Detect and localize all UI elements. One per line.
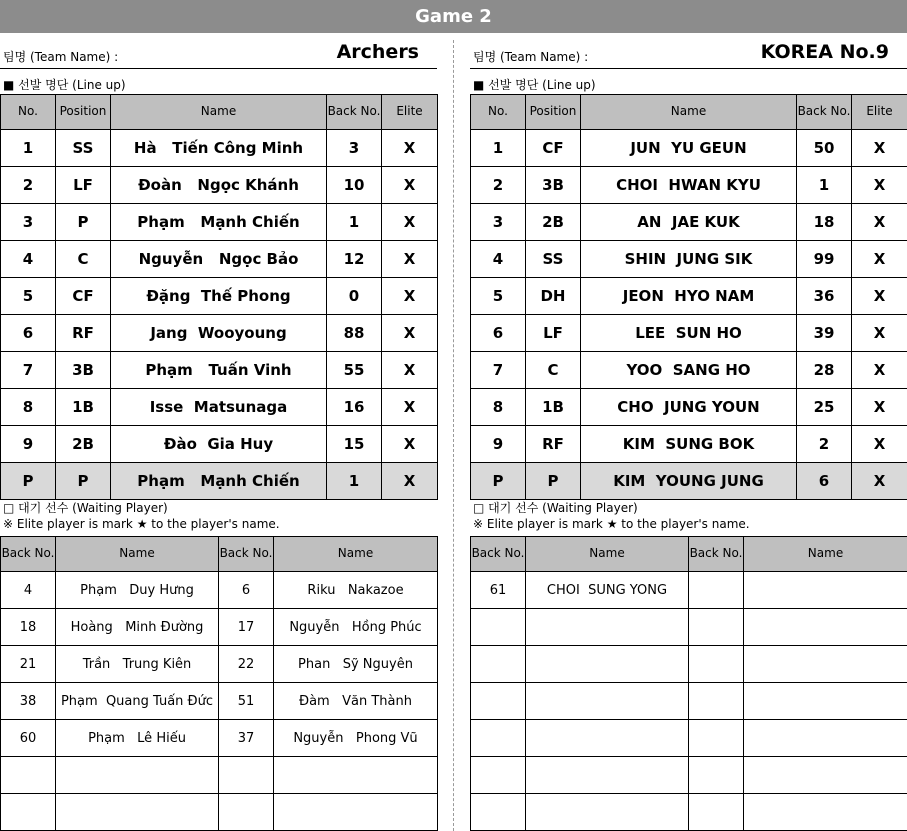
batting-order: 1 [1,130,56,167]
player-name: YOO SANG HO [581,352,797,389]
player-back-no: 15 [327,426,382,463]
player-elite: X [382,130,438,167]
waiting-player-name: CHOI SUNG YONG [526,572,689,609]
waiting-back-no [471,646,526,683]
header-name: Name [744,537,907,572]
waiting-player-name [526,609,689,646]
player-back-no: 1 [797,167,852,204]
waiting-row [1,794,438,831]
player-back-no: 99 [797,241,852,278]
player-name: Phạm Mạnh Chiến [111,204,327,241]
player-elite: X [852,204,907,241]
waiting-row [471,572,907,609]
player-position: LF [526,315,581,352]
lineup-row [1,389,438,426]
waiting-header-row [1,537,438,572]
batting-order: P [471,463,526,500]
team-name-row [0,37,437,69]
batting-order: 6 [471,315,526,352]
player-name: Phạm Tuấn Vinh [111,352,327,389]
header-name: Name [56,537,219,572]
player-name: Isse Matsunaga [111,389,327,426]
lineup-row [1,463,438,500]
header-back-no: Back No. [1,537,56,572]
player-name: Đoàn Ngọc Khánh [111,167,327,204]
game-title: Game 2 [0,0,907,33]
waiting-row [1,572,438,609]
header-name: Name [111,95,327,130]
player-back-no: 2 [797,426,852,463]
player-elite: X [852,167,907,204]
lineup-row [471,389,907,426]
lineup-row [471,278,907,315]
waiting-back-no: 6 [219,572,274,609]
team-name-row [470,37,907,69]
lineup-table [0,94,438,500]
batting-order: 8 [1,389,56,426]
waiting-table [470,536,907,831]
player-back-no: 39 [797,315,852,352]
player-elite: X [382,352,438,389]
batting-order: 9 [471,426,526,463]
player-position: SS [526,241,581,278]
player-elite: X [382,167,438,204]
player-elite: X [852,463,907,500]
player-position: 1B [526,389,581,426]
waiting-player-name [274,794,438,831]
waiting-back-no [689,572,744,609]
waiting-back-no [1,757,56,794]
lineup-row [471,315,907,352]
waiting-row [1,683,438,720]
waiting-player-name: Riku Nakazoe [274,572,438,609]
lineup-row [471,241,907,278]
batting-order: 3 [471,204,526,241]
header-position: Position [526,95,581,130]
waiting-player-name: Hoàng Minh Đường [56,609,219,646]
waiting-player-name [526,683,689,720]
player-position: 3B [526,167,581,204]
player-name: JUN YU GEUN [581,130,797,167]
waiting-player-name [744,794,907,831]
player-name: SHIN JUNG SIK [581,241,797,278]
player-position: RF [56,315,111,352]
waiting-title: □ 대기 선수 (Waiting Player) [473,501,638,515]
lineup-row [471,463,907,500]
header-back-no: Back No. [797,95,852,130]
batting-order: 4 [1,241,56,278]
player-back-no: 1 [327,204,382,241]
waiting-player-name: Phạm Duy Hưng [56,572,219,609]
batting-order: 9 [1,426,56,463]
lineup-row [471,352,907,389]
player-back-no: 50 [797,130,852,167]
waiting-header-row [471,537,907,572]
waiting-back-no [689,683,744,720]
player-back-no: 25 [797,389,852,426]
waiting-player-name: Đàm Văn Thành [274,683,438,720]
batting-order: 5 [471,278,526,315]
header-back-no: Back No. [689,537,744,572]
waiting-player-name [526,646,689,683]
waiting-back-no [471,720,526,757]
player-name: KIM SUNG BOK [581,426,797,463]
batting-order: 3 [1,204,56,241]
header-back-no: Back No. [327,95,382,130]
lineup-table [470,94,907,500]
waiting-back-no [471,794,526,831]
lineup-row [471,426,907,463]
player-back-no: 1 [327,463,382,500]
waiting-back-no [689,646,744,683]
header-name: Name [274,537,438,572]
player-position: P [56,463,111,500]
player-back-no: 16 [327,389,382,426]
player-back-no: 18 [797,204,852,241]
batting-order: 6 [1,315,56,352]
player-back-no: 36 [797,278,852,315]
player-name: LEE SUN HO [581,315,797,352]
batting-order: 2 [471,167,526,204]
waiting-row [471,794,907,831]
player-name: CHO JUNG YOUN [581,389,797,426]
header-name: Name [526,537,689,572]
waiting-player-name [744,646,907,683]
player-back-no: 3 [327,130,382,167]
waiting-row [471,646,907,683]
waiting-back-no: 51 [219,683,274,720]
player-back-no: 55 [327,352,382,389]
waiting-title: □ 대기 선수 (Waiting Player) [3,501,168,515]
waiting-player-name: Trần Trung Kiên [56,646,219,683]
player-elite: X [382,278,438,315]
waiting-back-no: 4 [1,572,56,609]
waiting-back-no [689,757,744,794]
batting-order: 8 [471,389,526,426]
player-position: CF [56,278,111,315]
waiting-row [471,757,907,794]
player-position: LF [56,167,111,204]
team-name: Archers [336,41,419,63]
waiting-row [1,720,438,757]
batting-order: P [1,463,56,500]
waiting-back-no [1,794,56,831]
waiting-player-name [526,794,689,831]
waiting-back-no: 37 [219,720,274,757]
player-name: Jang Wooyoung [111,315,327,352]
header-elite: Elite [852,95,907,130]
player-position: P [526,463,581,500]
waiting-back-no: 18 [1,609,56,646]
player-position: C [526,352,581,389]
player-position: 2B [56,426,111,463]
batting-order: 2 [1,167,56,204]
player-position: C [56,241,111,278]
lineup-row [471,204,907,241]
lineup-row [1,167,438,204]
lineup-row [471,167,907,204]
player-back-no: 12 [327,241,382,278]
waiting-row [471,720,907,757]
elite-note: ※ Elite player is mark ★ to the player's name. [3,517,280,531]
waiting-player-name [744,720,907,757]
waiting-back-no [689,609,744,646]
header-no: No. [1,95,56,130]
batting-order: 5 [1,278,56,315]
player-elite: X [382,389,438,426]
elite-note: ※ Elite player is mark ★ to the player's name. [473,517,750,531]
lineup-title: ■ 선발 명단 (Line up) [473,78,596,92]
player-elite: X [852,315,907,352]
waiting-back-no: 38 [1,683,56,720]
player-elite: X [382,241,438,278]
waiting-player-name: Phan Sỹ Nguyên [274,646,438,683]
player-back-no: 10 [327,167,382,204]
waiting-row [1,646,438,683]
player-back-no: 6 [797,463,852,500]
lineup-row [1,204,438,241]
team-name-label: 팀명 (Team Name) : [473,50,589,64]
batting-order: 7 [1,352,56,389]
player-position: CF [526,130,581,167]
waiting-row [1,609,438,646]
team-name: KOREA No.9 [760,41,889,63]
player-elite: X [852,278,907,315]
waiting-back-no: 21 [1,646,56,683]
waiting-back-no: 61 [471,572,526,609]
waiting-player-name [744,572,907,609]
waiting-player-name: Nguyễn Phong Vũ [274,720,438,757]
waiting-player-name [56,794,219,831]
waiting-back-no [471,609,526,646]
player-position: DH [526,278,581,315]
player-position: 3B [56,352,111,389]
waiting-table [0,536,438,831]
batting-order: 7 [471,352,526,389]
lineup-row [1,426,438,463]
player-elite: X [382,463,438,500]
lineup-row [1,241,438,278]
player-position: RF [526,426,581,463]
player-name: Đào Gia Huy [111,426,327,463]
waiting-row [1,757,438,794]
lineup-row [471,130,907,167]
player-elite: X [382,204,438,241]
lineup-header-row [471,95,907,130]
waiting-back-no: 22 [219,646,274,683]
waiting-row [471,683,907,720]
player-back-no: 28 [797,352,852,389]
player-name: KIM YOUNG JUNG [581,463,797,500]
lineup-row [1,315,438,352]
team-panel-left [0,33,437,831]
waiting-back-no: 17 [219,609,274,646]
waiting-player-name: Phạm Quang Tuấn Đức [56,683,219,720]
lineup-row [1,352,438,389]
waiting-row [471,609,907,646]
waiting-player-name: Phạm Lê Hiếu [56,720,219,757]
team-panel-right [470,33,907,831]
player-position: 1B [56,389,111,426]
waiting-back-no: 60 [1,720,56,757]
lineup-header-row [1,95,438,130]
batting-order: 4 [471,241,526,278]
player-elite: X [852,130,907,167]
player-name: Hà Tiến Công Minh [111,130,327,167]
waiting-player-name [526,720,689,757]
player-elite: X [852,426,907,463]
player-elite: X [852,241,907,278]
lineup-row [1,130,438,167]
waiting-player-name [744,757,907,794]
player-name: CHOI HWAN KYU [581,167,797,204]
team-name-label: 팀명 (Team Name) : [3,50,119,64]
header-position: Position [56,95,111,130]
waiting-back-no [471,757,526,794]
header-name: Name [581,95,797,130]
waiting-player-name [274,757,438,794]
waiting-player-name [744,609,907,646]
header-elite: Elite [382,95,438,130]
header-back-no: Back No. [471,537,526,572]
player-elite: X [382,315,438,352]
player-position: SS [56,130,111,167]
player-name: Phạm Mạnh Chiến [111,463,327,500]
waiting-back-no [219,757,274,794]
header-no: No. [471,95,526,130]
player-back-no: 0 [327,278,382,315]
player-name: AN JAE KUK [581,204,797,241]
player-position: 2B [526,204,581,241]
waiting-back-no [219,794,274,831]
waiting-back-no [689,794,744,831]
player-name: JEON HYO NAM [581,278,797,315]
panel-divider [453,40,454,831]
player-elite: X [852,352,907,389]
waiting-player-name [744,683,907,720]
player-elite: X [382,426,438,463]
batting-order: 1 [471,130,526,167]
waiting-back-no [471,683,526,720]
player-elite: X [852,389,907,426]
player-name: Nguyễn Ngọc Bảo [111,241,327,278]
waiting-back-no [689,720,744,757]
waiting-player-name: Nguyễn Hồng Phúc [274,609,438,646]
header-back-no: Back No. [219,537,274,572]
waiting-player-name [526,757,689,794]
lineup-row [1,278,438,315]
player-position: P [56,204,111,241]
lineup-title: ■ 선발 명단 (Line up) [3,78,126,92]
player-name: Đặng Thế Phong [111,278,327,315]
player-back-no: 88 [327,315,382,352]
waiting-player-name [56,757,219,794]
